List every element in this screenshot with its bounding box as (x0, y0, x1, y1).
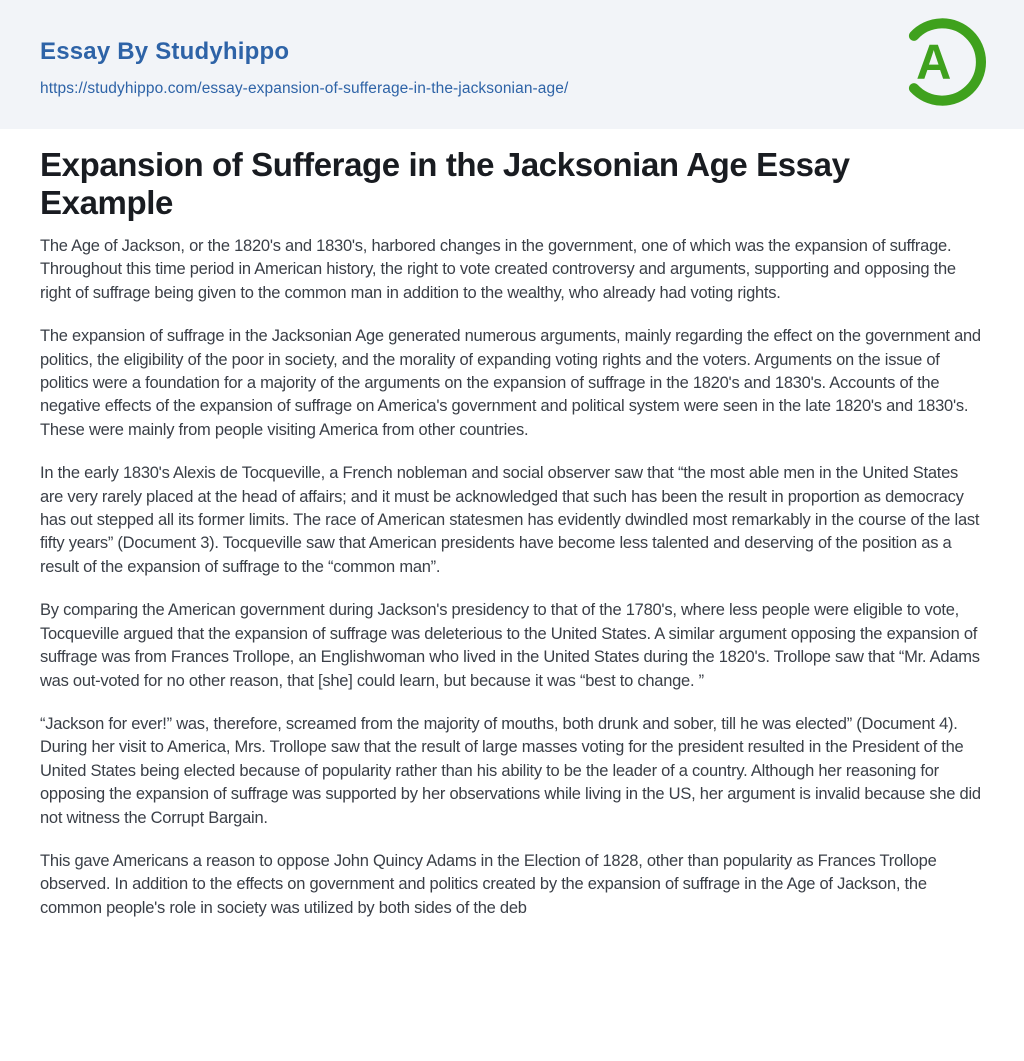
essay-paragraph: In the early 1830's Alexis de Tocqueville, a French nobleman and social observer saw that “the most able men in the United States are very rarely placed at the head of affairs; and it must be acknowledged that such has been the result in proportion as democracy has out stepped all its former limits. The race of American statesmen has evidently dwindled most remarkably in the course of the last fifty years” (Document 3). Tocqueville saw that American presidents have become less talented and deserving of the position as a result of the expansion of suffrage to the “common man”. (40, 464, 980, 576)
page-title: Expansion of Sufferage in the Jacksonian Age Essay Example (40, 146, 850, 221)
studyhippo-logo[interactable] (896, 16, 988, 108)
studyhippo-logo-icon (896, 16, 988, 108)
essay-paragraph: By comparing the American government during Jackson's presidency to that of the 1780's, where less people were eligible to vote, Tocqueville argued that the expansion of suffrage was deleterious to the United States. A similar argument opposing the expansion of suffrage was from Frances Trollope, an Englishwoman who lived in the United States during the 1820's. Trollope saw that “Mr. Adams was out-voted for no other reason, that [she] could learn, but because it was “best to change. ” (40, 601, 980, 690)
byline: Essay By Studyhippo (40, 38, 290, 65)
essay-paragraph: This gave Americans a reason to oppose John Quincy Adams in the Election of 1828, other than popularity as Frances Trollope observed. In addition to the effects on government and politics created by the expansion of suffrage in the Age of Jackson, the common people's role in society was utilized by both sides of the deb (40, 851, 937, 917)
essay-paragraph: The expansion of suffrage in the Jacksonian Age generated numerous arguments, mainly regarding the effect on the government and politics, the eligibility of the poor in society, and the morality of expanding voting rights and the voters. Arguments on the issue of politics were a foundation for a majority of the arguments on the expansion of suffrage in the 1820's and 1830's. Accounts of the negative effects of the expansion of suffrage on America's government and political system were seen in the late 1820's and 1830's. These were mainly from people visiting America from other countries. (40, 327, 981, 439)
essay-content (0, 129, 1024, 920)
page-header (0, 0, 1024, 129)
essay-url-link[interactable]: https://studyhippo.com/essay-expansion-of-sufferage-in-the-jacksonian-age/ (40, 80, 569, 97)
logo-letter: A (916, 35, 952, 90)
essay-paragraph: The Age of Jackson, or the 1820's and 1830's, harbored changes in the government, one of which was the expansion of suffrage. Throughout this time period in American history, the right to vote created controversy and arguments, supporting and opposing the right of suffrage being given to the common man in addition to the wealthy, who already had voting rights. (40, 237, 956, 302)
essay-paragraphs (40, 235, 984, 920)
essay-paragraph: “Jackson for ever!” was, therefore, screamed from the majority of mouths, both drunk and sober, till he was elected” (Document 4). During her visit to America, Mrs. Trollope saw that the result of large masses voting for the president resulted in the President of the United States being elected because of popularity rather than his ability to be the leader of a country. Although her reasoning for opposing the expansion of suffrage was supported by her observations while living in the US, her argument is invalid because she did not witness the Corrupt Bargain. (40, 714, 981, 827)
